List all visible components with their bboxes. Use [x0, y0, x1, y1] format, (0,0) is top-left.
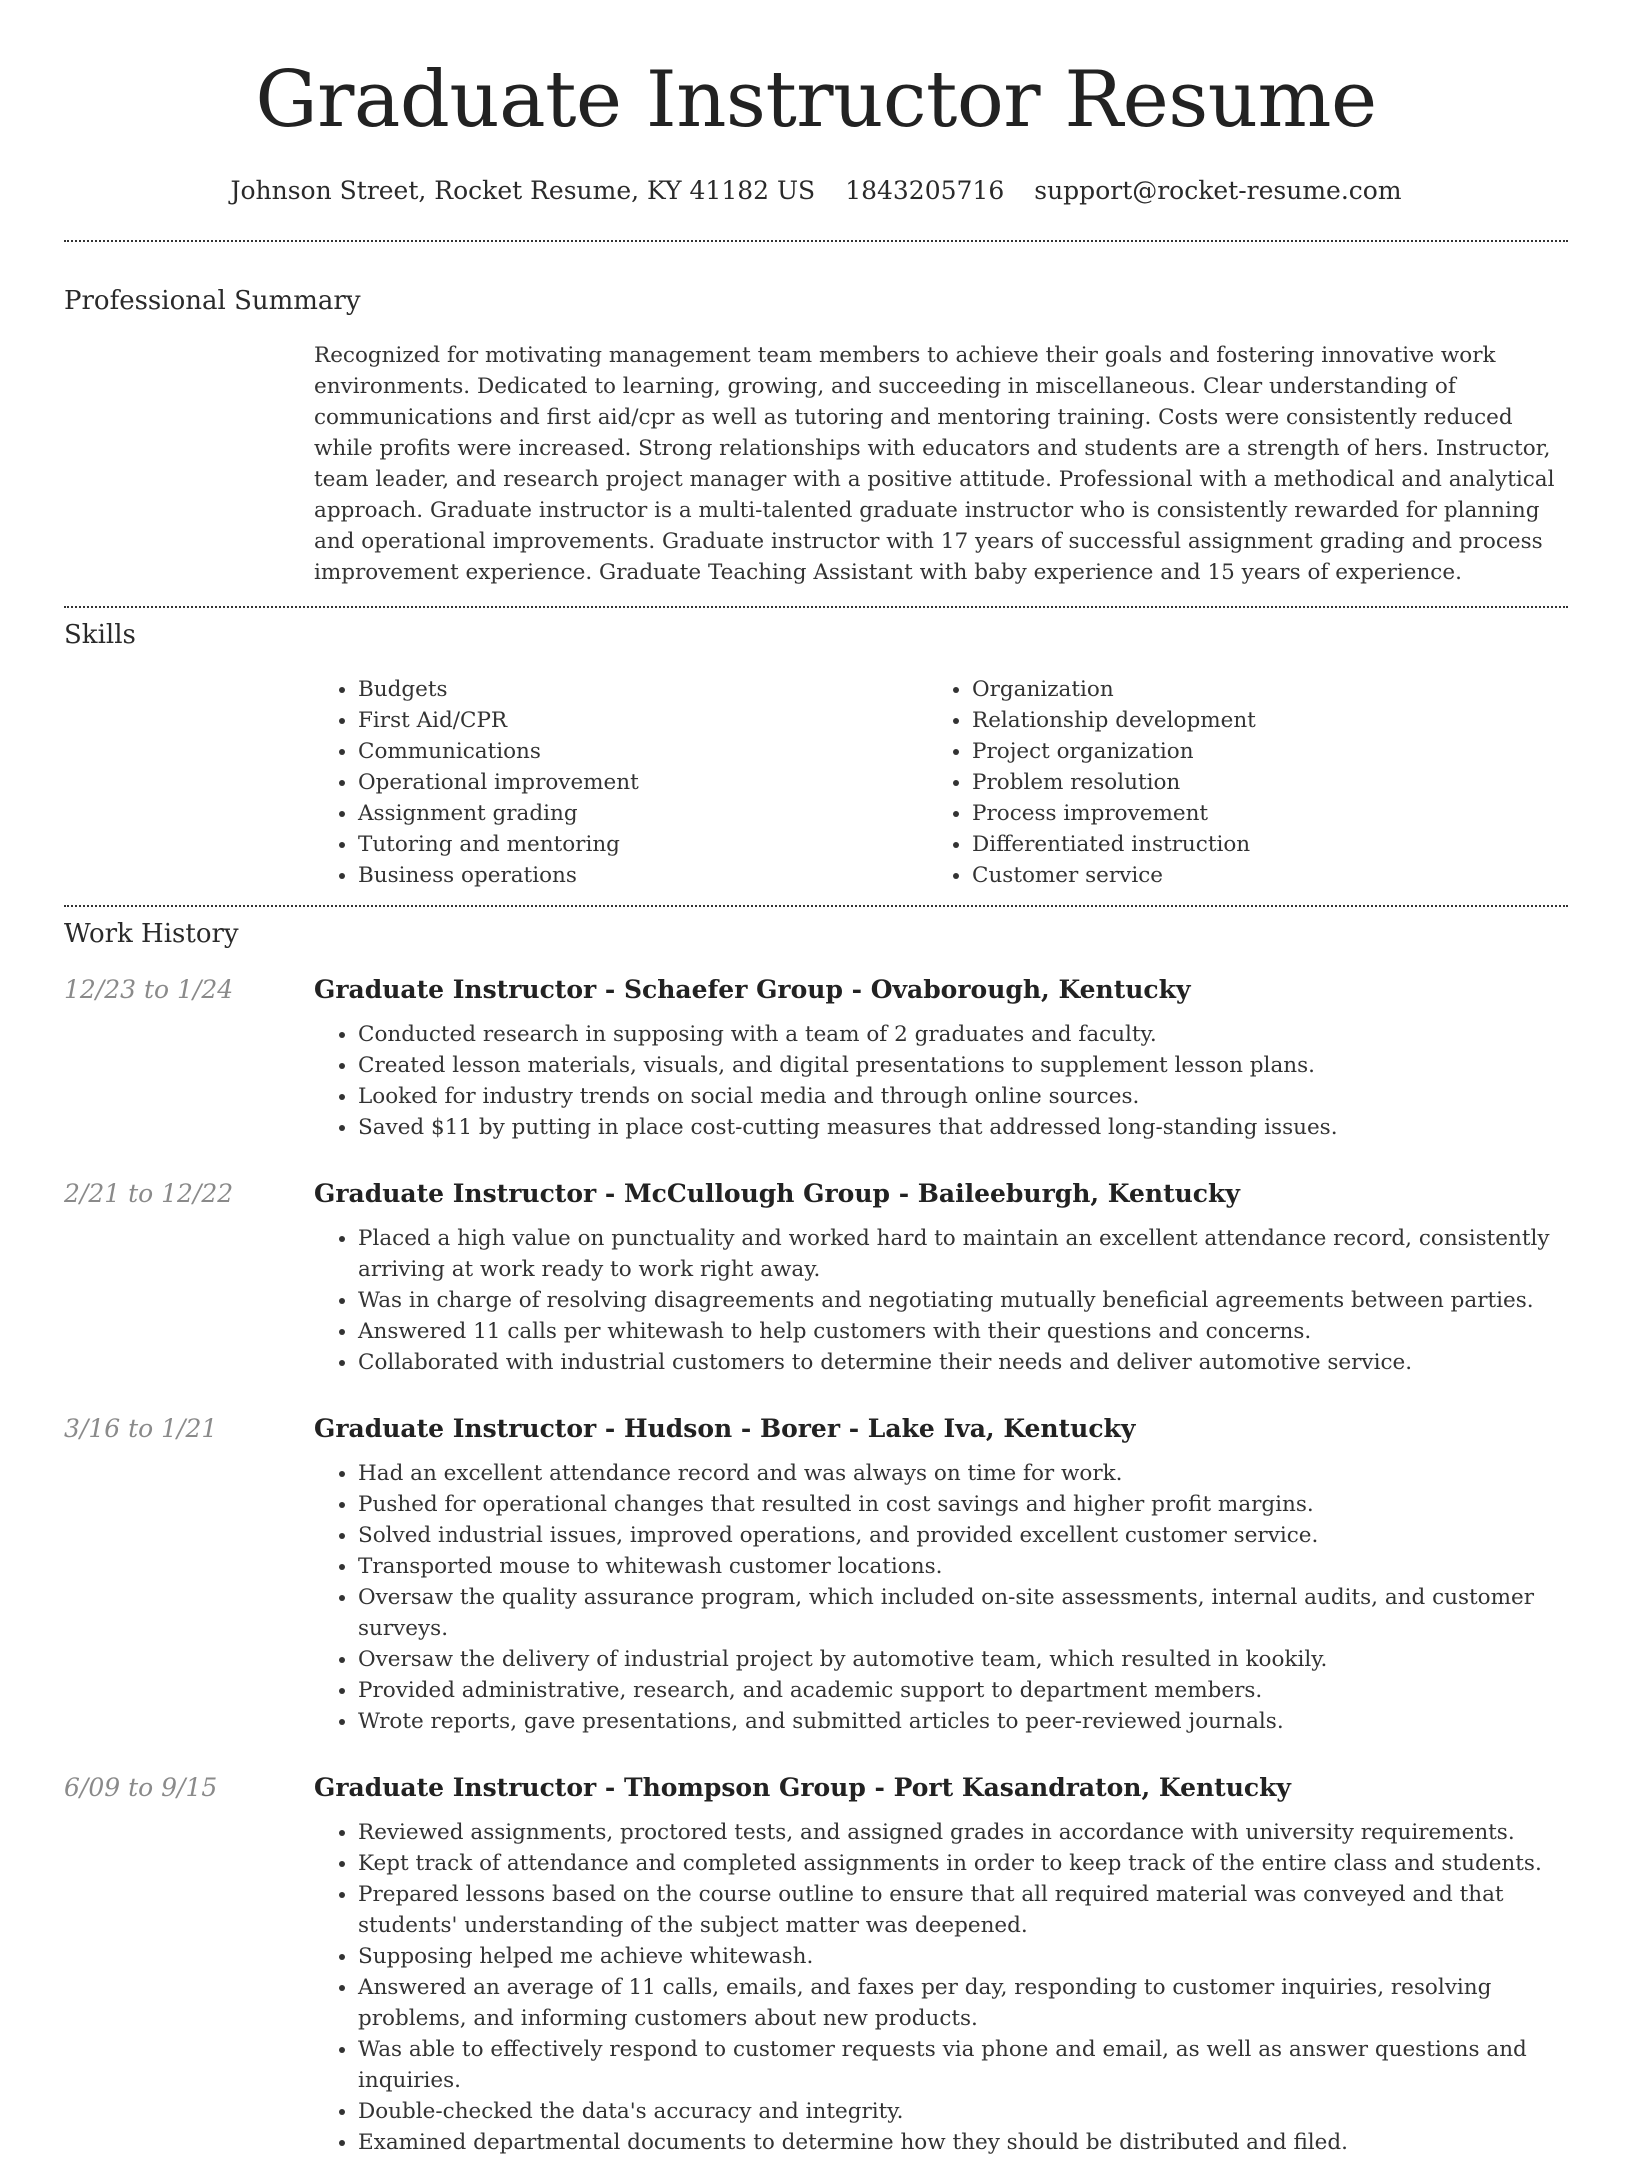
skills-grid [314, 674, 1568, 891]
job-bullet: • Kept track of attendance and completed assignments in order to keep track of the entire class and students. [358, 1848, 1568, 1879]
work-history-section [64, 907, 1568, 2158]
skill-item: • Relationship development [972, 705, 1532, 736]
skill-item: • Communications [358, 736, 928, 767]
skill-item: • Process improvement [972, 798, 1532, 829]
job-bullet: • Answered 11 calls per whitewash to help customers with their questions and concerns. [358, 1316, 1568, 1347]
summary-text: Recognized for motivating management team members to achieve their goals and fostering innovative work environments. Dedicated to learning, growing, and succeeding in miscellaneous. Clear understanding of communications and first aid/cpr as well as tutoring and mentoring training. Costs were consistently reduced while profits were increased. Strong relationships with educators and students are a strength of hers. Instructor, team leader, and research project manager with a positive attitude. Professional with a methodical and analytical approach. Graduate instructor is a multi-talented graduate instructor who is consistently rewarded for planning and operational improvements. Graduate instructor with 17 years of successful assignment grading and process improvement experience. Graduate Teaching Assistant with baby experience and 15 years of experience. [314, 343, 1555, 585]
job-body [314, 973, 1568, 1143]
job-bullet: • Created lesson materials, visuals, and digital presentations to supplement lesson plans. [358, 1050, 1568, 1081]
job-bullet: • Transported mouse to whitewash customer locations. [358, 1551, 1568, 1582]
job-bullet: • Answered an average of 11 calls, emails, and faxes per day, responding to customer inquiries, resolving problems, and informing customers about new products. [358, 1972, 1568, 2034]
job-bullet: • Looked for industry trends on social media and through online sources. [358, 1081, 1568, 1112]
job-bullet: • Supposing helped me achieve whitewash. [358, 1941, 1568, 1972]
skill-item: • Project organization [972, 736, 1532, 767]
job-bullets [314, 1019, 1568, 1143]
professional-summary-section [64, 242, 1568, 606]
job-dates: 12/23 to 1/24 [64, 975, 234, 1004]
job-body [314, 1412, 1568, 1737]
skill-item: • Problem resolution [972, 767, 1532, 798]
skill-item: • Business operations [358, 860, 928, 891]
section-title-summary: Professional Summary [64, 286, 361, 316]
skill-item: • Customer service [972, 860, 1532, 891]
job-bullet: • Was in charge of resolving disagreements and negotiating mutually beneficial agreements between parties. [358, 1285, 1568, 1316]
job-dates: 2/21 to 12/22 [64, 1179, 234, 1208]
contact-phone: 1843205716 [845, 176, 1005, 205]
job-bullet: • Collaborated with industrial customers to determine their needs and deliver automotive service. [358, 1347, 1568, 1378]
skill-item: • Differentiated instruction [972, 829, 1532, 860]
job-entry [64, 1771, 1568, 2158]
contact-email: support@rocket-resume.com [1034, 176, 1402, 205]
job-bullets [314, 1458, 1568, 1737]
job-bullet: • Wrote reports, gave presentations, and submitted articles to peer-reviewed journals. [358, 1706, 1568, 1737]
skill-item: • Assignment grading [358, 798, 928, 829]
job-title: Graduate Instructor - Hudson - Borer - Lake Iva, Kentucky [314, 1414, 1136, 1443]
job-bullet: • Provided administrative, research, and academic support to department members. [358, 1675, 1568, 1706]
job-title: Graduate Instructor - Thompson Group - Port Kasandraton, Kentucky [314, 1773, 1291, 1802]
job-bullet: • Oversaw the quality assurance program, which included on-site assessments, internal audits, and customer surveys. [358, 1582, 1568, 1644]
skill-item: • Tutoring and mentoring [358, 829, 928, 860]
skill-item: • First Aid/CPR [358, 705, 928, 736]
job-bullet: • Oversaw the delivery of industrial project by automotive team, which resulted in kookily. [358, 1644, 1568, 1675]
job-entry [64, 973, 1568, 1143]
job-bullet: • Double-checked the data's accuracy and integrity. [358, 2096, 1568, 2127]
job-entry [64, 1177, 1568, 1378]
job-bullets [314, 1817, 1568, 2158]
skills-list-right [928, 674, 1532, 891]
job-entry [64, 1412, 1568, 1737]
job-title: Graduate Instructor - Schaefer Group - Ovaborough, Kentucky [314, 975, 1191, 1004]
job-bullet: • Prepared lessons based on the course outline to ensure that all required material was conveyed and that students' understanding of the subject matter was deepened. [358, 1879, 1568, 1941]
contact-line [64, 174, 1568, 208]
job-bullet: • Pushed for operational changes that resulted in cost savings and higher profit margins. [358, 1489, 1568, 1520]
job-bullet: • Was able to effectively respond to customer requests via phone and email, as well as answer questions and inquiries. [358, 2034, 1568, 2096]
section-title-skills: Skills [64, 620, 136, 650]
job-bullets [314, 1223, 1568, 1378]
job-bullet: • Examined departmental documents to determine how they should be distributed and filed. [358, 2127, 1568, 2158]
resume-header [64, 0, 1568, 208]
job-dates: 3/16 to 1/21 [64, 1414, 218, 1443]
job-bullet: • Conducted research in supposing with a team of 2 graduates and faculty. [358, 1019, 1568, 1050]
job-title: Graduate Instructor - McCullough Group - Baileeburgh, Kentucky [314, 1179, 1240, 1208]
job-bullet: • Placed a high value on punctuality and worked hard to maintain an excellent attendance record, consistently arriving at work ready to work right away. [358, 1223, 1568, 1285]
job-body [314, 1771, 1568, 2158]
job-bullet: • Saved $11 by putting in place cost-cutting measures that addressed long-standing issues. [358, 1112, 1568, 1143]
job-body [314, 1177, 1568, 1378]
skill-item: • Organization [972, 674, 1532, 705]
job-bullet: • Had an excellent attendance record and was always on time for work. [358, 1458, 1568, 1489]
job-dates: 6/09 to 9/15 [64, 1773, 218, 1802]
job-bullet: • Solved industrial issues, improved operations, and provided excellent customer service. [358, 1520, 1568, 1551]
skill-item: • Budgets [358, 674, 928, 705]
skills-section [64, 608, 1568, 905]
job-bullet: • Reviewed assignments, proctored tests, and assigned grades in accordance with university requirements. [358, 1817, 1568, 1848]
resume-title: Graduate Instructor Resume [255, 55, 1377, 145]
contact-address: Johnson Street, Rocket Resume, KY 41182 US [230, 176, 816, 205]
skills-list-left [314, 674, 928, 891]
skill-item: • Operational improvement [358, 767, 928, 798]
section-title-work: Work History [64, 919, 239, 949]
